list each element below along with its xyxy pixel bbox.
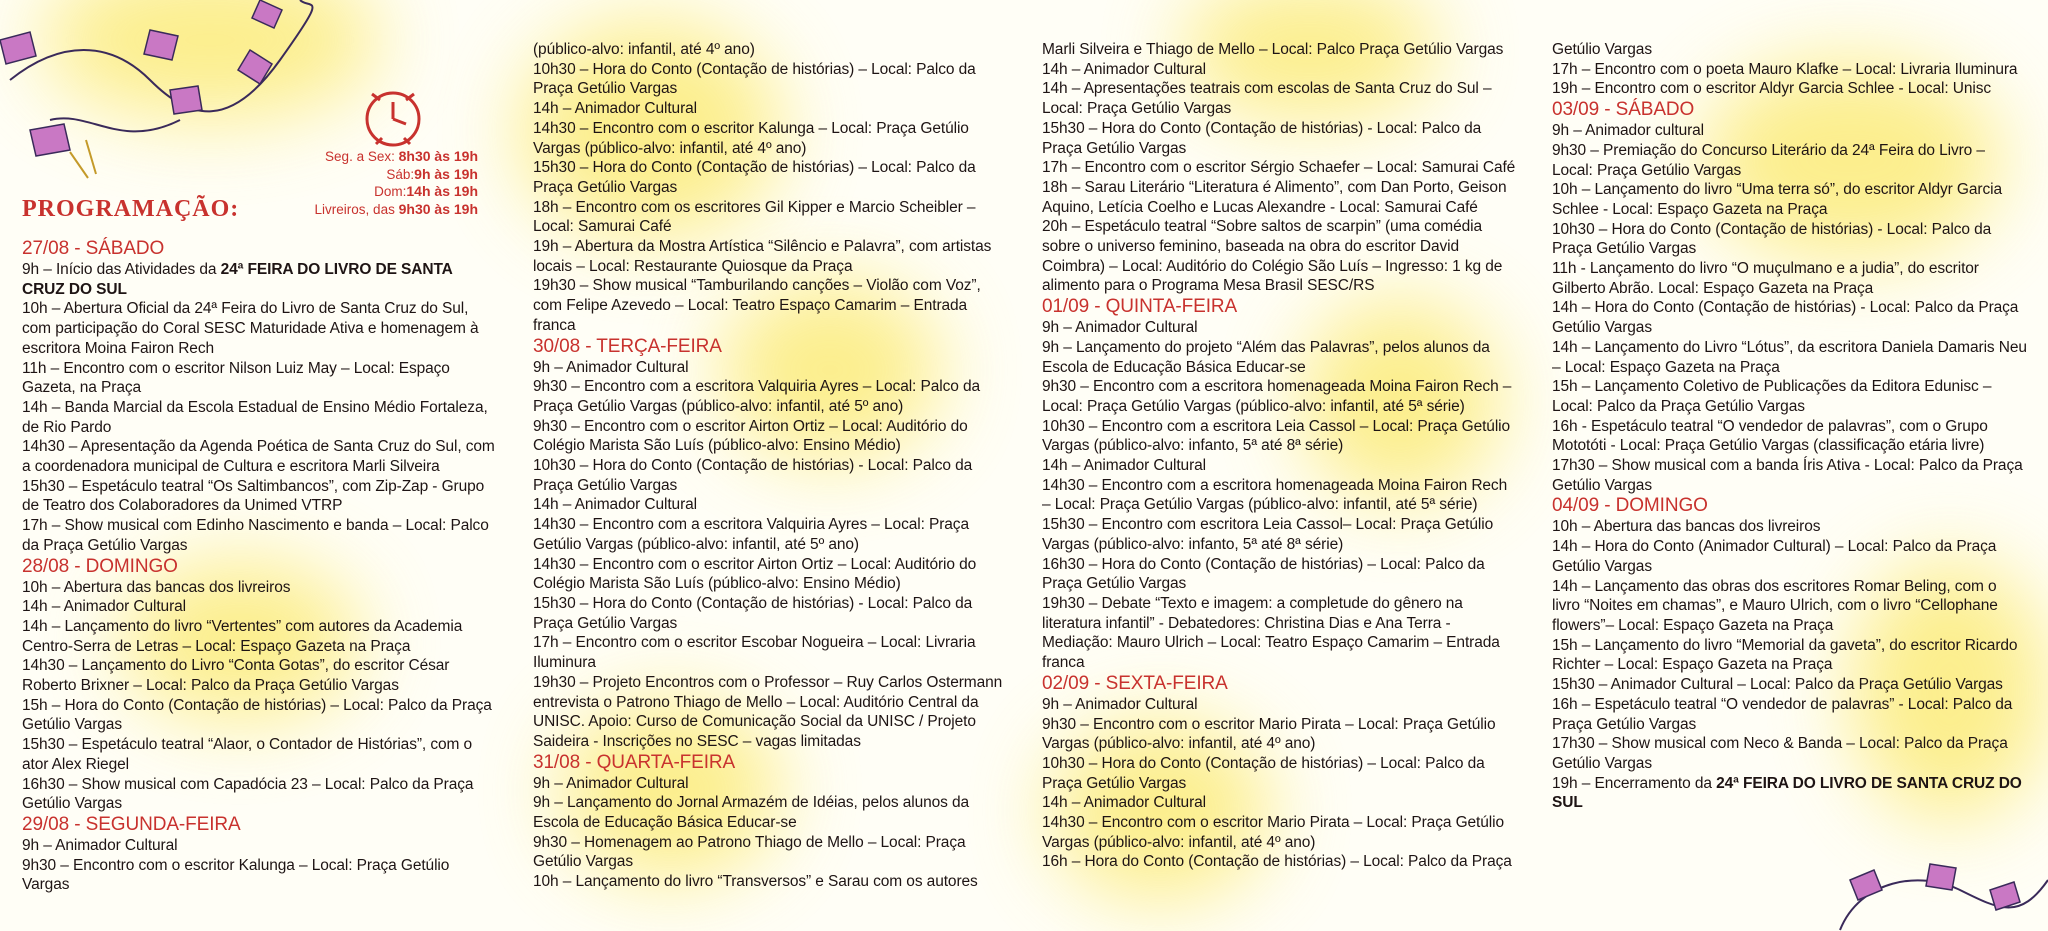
schedule-item: (público-alvo: infantil, até 4º ano) bbox=[533, 41, 755, 58]
schedule-item: 9h – Animador Cultural bbox=[1042, 319, 1198, 337]
schedule-item: 10h – Abertura das bancas dos livreiros bbox=[22, 578, 291, 596]
schedule-item: 14h30 – Lançamento do Livro “Conta Gotas”, do escritor César Roberto Brixner – Local: Palco da Praça Getúlio Vargas bbox=[22, 657, 450, 695]
schedule-item: 14h – Banda Marcial da Escola Estadual de Ensino Médio Fortaleza, de Rio Pardo bbox=[22, 398, 488, 436]
schedule-item: 14h30 – Encontro com a escritora homenageada Moina Fairon Rech – Local: Praça Getúlio Vargas (público-alvo: infantil, até 5ª série) bbox=[1042, 476, 1508, 514]
schedule-item: 9h30 – Homenagem ao Patrono Thiago de Mello – Local: Praça Getúlio Vargas bbox=[533, 833, 966, 871]
schedule-item-text: 19h – Encerramento da bbox=[1552, 774, 1717, 792]
schedule-item: 16h – Espetáculo teatral “O vendedor de palavras” - Local: Palco da Praça Getúlio Vargas bbox=[1552, 695, 2013, 733]
schedule-item: 10h – Lançamento do livro “Uma terra só”, do escritor Aldyr Garcia Schlee - Local: Espaço Gazeta na Praça bbox=[1552, 181, 2002, 218]
schedule-item: 10h – Abertura das bancas dos livreiros bbox=[1552, 518, 1821, 536]
schedule-item: 19h – Encontro com o escritor Aldyr Garcia Schlee - Local: Unisc bbox=[1552, 80, 1991, 98]
schedule-column-1 bbox=[22, 238, 498, 895]
schedule-item: 11h – Encontro com o escritor Nilson Luiz May – Local: Espaço Gazeta, na Praça bbox=[22, 359, 450, 397]
schedule-item: 9h30 – Encontro com o escritor Kalunga – Local: Praça Getúlio Vargas bbox=[22, 856, 450, 894]
schedule-item: 15h30 – Hora do Conto (Contação de histórias) - Local: Palco da Praça Getúlio Vargas bbox=[533, 594, 973, 632]
day-heading: 27/08 - SÁBADO bbox=[22, 238, 165, 259]
schedule-item: 17h30 – Show musical com a banda Íris Ativa - Local: Palco da Praça Getúlio Vargas bbox=[1552, 457, 2023, 494]
schedule-item: 10h30 – Hora do Conto (Contação de histórias) - Local: Palco da Praça Getúlio Vargas bbox=[533, 457, 973, 494]
schedule-item-highlight: 24ª FEIRA DO LIVRO DE SANTA CRUZ DO SUL bbox=[22, 261, 453, 298]
schedule-item: 19h30 – Debate “Texto e imagem: a completude do gênero na literatura infantil” - Debatedores: Christina Dias e Ana Terra - Mediação: Mauro Ulrich – Local: Teatro Espaço Camarim – Entrada franca bbox=[1042, 594, 1500, 672]
day-heading: 02/09 - SEXTA-FEIRA bbox=[1042, 672, 1228, 694]
schedule-item: 9h – Animador Cultural bbox=[533, 774, 689, 792]
flying-books-illustration bbox=[1820, 850, 2048, 931]
day-heading: 03/09 - SÁBADO bbox=[1552, 99, 1695, 121]
schedule-item: 14h – Apresentações teatrais com escolas de Santa Cruz do Sul – Local: Praça Getúlio Vargas bbox=[1042, 80, 1492, 118]
schedule-item: 20h – Espetáculo teatral “Sobre saltos de scarpin” (uma comédia sobre o universo feminino, baseada na obra do escritor David Coimbra) – Local: Auditório do Colégio São Luís – Ingresso: 1 kg de alimento para o Programa Mesa Brasil SESC/RS bbox=[1042, 218, 1503, 295]
schedule-item: Marli Silveira e Thiago de Mello – Local: Palco Praça Getúlio Vargas bbox=[1042, 41, 1504, 58]
schedule-item: 17h – Encontro com o poeta Mauro Klafke – Local: Livraria Iluminura bbox=[1552, 60, 2018, 78]
schedule-item: 19h30 – Projeto Encontros com o Professor – Ruy Carlos Ostermann entrevista o Patrono Thiago de Mello – Local: Auditório Central da UNISC. Apoio: Curso de Comunicação Social da UNISC / Projeto Saideira - Inscrições no SESC – vagas limitadas bbox=[533, 673, 1003, 750]
schedule-item: Getúlio Vargas bbox=[1552, 41, 1652, 58]
schedule-item: 14h30 – Encontro com o escritor Airton Ortiz – Local: Auditório do Colégio Marista São Luís (público-alvo: Ensino Médio) bbox=[533, 555, 977, 593]
schedule-item: 15h30 – Encontro com escritora Leia Cassol– Local: Praça Getúlio Vargas (público-alvo: infanto, 5ª até 8ª série) bbox=[1042, 516, 1494, 553]
schedule-item: 9h30 – Encontro com o escritor Airton Ortiz – Local: Auditório do Colégio Marista São Luís (público-alvo: Ensino Médio) bbox=[533, 417, 968, 455]
day-heading: 30/08 - TERÇA-FEIRA bbox=[533, 335, 722, 357]
schedule-item: 19h – Abertura da Mostra Artística “Silêncio e Palavra”, com artistas locais – Local: Restaurante Quiosque da Praça bbox=[533, 238, 992, 275]
schedule-item: 14h – Animador Cultural bbox=[1042, 794, 1206, 812]
schedule-item bbox=[1552, 774, 2028, 813]
schedule-item: 15h30 – Espetáculo teatral “Os Saltimbancos”, com Zip-Zap - Grupo de Teatro dos Colaboradores da Unimed VTRP bbox=[22, 477, 485, 515]
schedule-item: 14h30 – Apresentação da Agenda Poética de Santa Cruz do Sul, com a coordenadora municipal de Cultura e escritora Marli Silveira bbox=[22, 438, 495, 476]
schedule-item: 9h30 – Encontro com a escritora Valquiria Ayres – Local: Palco da Praça Getúlio Vargas (público-alvo: infantil, até 5º ano) bbox=[533, 378, 980, 415]
schedule-item: 17h – Encontro com o escritor Escobar Nogueira – Local: Livraria Iluminura bbox=[533, 634, 976, 672]
schedule-item: 14h – Hora do Conto (Animador Cultural) – Local: Palco da Praça Getúlio Vargas bbox=[1552, 538, 1997, 575]
schedule-item: 14h – Animador Cultural bbox=[1042, 457, 1206, 475]
schedule-item: 15h – Lançamento do livro “Memorial da gaveta”, do escritor Ricardo Richter – Local: Espaço Gazeta na Praça bbox=[1552, 636, 2018, 674]
schedule-item: 9h30 – Premiação do Concurso Literário da 24ª Feira do Livro – Local: Praça Getúlio Vargas bbox=[1552, 141, 1985, 179]
schedule-item-highlight: 24ª FEIRA DO LIVRO DE SANTA CRUZ DO SUL bbox=[1552, 774, 2022, 812]
schedule-item: 15h – Hora do Conto (Contação de histórias) – Local: Palco da Praça Getúlio Vargas bbox=[22, 696, 492, 734]
schedule-item: 14h30 – Encontro com o escritor Kalunga – Local: Praça Getúlio Vargas (público-alvo: infantil, até 4º ano) bbox=[533, 119, 969, 157]
day-heading: 04/09 - DOMINGO bbox=[1552, 495, 1708, 517]
schedule-item: 14h – Lançamento das obras dos escritores Romar Beling, com o livro “Noites em chamas”, e Mauro Ulrich, com o livro “Cellophane flowers”– Local: Espaço Gazeta na Praça bbox=[1552, 577, 1998, 634]
schedule-item: 9h – Animador cultural bbox=[1552, 122, 1705, 140]
day-heading: 31/08 - QUARTA-FEIRA bbox=[533, 751, 736, 773]
schedule-item: 15h30 – Animador Cultural – Local: Palco da Praça Getúlio Vargas bbox=[1552, 676, 2003, 694]
day-heading: 01/09 - QUINTA-FEIRA bbox=[1042, 296, 1238, 318]
schedule-item: 9h30 – Encontro com o escritor Mario Pirata – Local: Praça Getúlio Vargas (público-alvo: infantil, até 4º ano) bbox=[1042, 715, 1496, 753]
schedule-item: 9h – Lançamento do projeto “Além das Palavras”, pelos alunos da Escola de Educação Básica Educar-se bbox=[1042, 338, 1490, 376]
schedule-item: 16h30 – Show musical com Capadócia 23 – Local: Palco da Praça Getúlio Vargas bbox=[22, 775, 474, 813]
schedule-item: 10h30 – Encontro com a escritora Leia Cassol – Local: Praça Getúlio Vargas (público-alvo: infanto, 5ª até 8ª série) bbox=[1042, 417, 1511, 455]
schedule-item: 14h – Animador Cultural bbox=[1042, 60, 1206, 78]
schedule-item-text: 9h – Início das Atividades da bbox=[22, 261, 221, 278]
schedule-item: 14h30 – Encontro com o escritor Mario Pirata – Local: Praça Getúlio Vargas (público-alvo: infantil, até 4º ano) bbox=[1042, 814, 1504, 851]
schedule-item: 9h – Animador Cultural bbox=[533, 358, 689, 376]
day-heading: 28/08 - DOMINGO bbox=[22, 555, 178, 577]
schedule-item: 10h30 – Hora do Conto (Contação de histórias) - Local: Palco da Praça Getúlio Vargas bbox=[1552, 220, 1992, 258]
schedule-item: 14h – Animador Cultural bbox=[22, 598, 186, 616]
schedule-item: 15h30 – Hora do Conto (Contação de histórias) - Local: Palco da Praça Getúlio Vargas bbox=[1042, 119, 1482, 157]
schedule-item: 9h – Animador Cultural bbox=[1042, 695, 1198, 713]
schedule-item: 16h – Hora do Conto (Contação de histórias) – Local: Palco da Praça bbox=[1042, 853, 1512, 871]
schedule-item: 14h – Lançamento do livro “Vertentes” com autores da Academia Centro-Serra de Letras – Local: Espaço Gazeta na Praça bbox=[22, 617, 463, 655]
schedule-item: 17h – Show musical com Edinho Nascimento e banda – Local: Palco da Praça Getúlio Vargas bbox=[22, 517, 489, 554]
schedule-item: 10h30 – Hora do Conto (Contação de histórias) – Local: Palco da Praça Getúlio Vargas bbox=[1042, 754, 1485, 792]
schedule-item: 11h - Lançamento do livro “O muçulmano e a judia”, do escritor Gilberto Abrão. Local: Espaço Gazeta na Praça bbox=[1552, 260, 1979, 297]
schedule-item: 14h30 – Encontro com a escritora Valquiria Ayres – Local: Praça Getúlio Vargas (público-alvo: infantil, até 5º ano) bbox=[533, 516, 969, 553]
page-title: PROGRAMAÇÃO: bbox=[22, 196, 240, 222]
schedule-item: 14h – Hora do Conto (Contação de histórias) - Local: Palco da Praça Getúlio Vargas bbox=[1552, 299, 2019, 337]
schedule-item: 14h – Animador Cultural bbox=[533, 496, 697, 514]
schedule-item: 10h – Lançamento do livro “Transversos” e Sarau com os autores bbox=[533, 873, 978, 891]
schedule-item: 14h – Lançamento do Livro “Lótus”, da escritora Daniela Damaris Neu – Local: Espaço Gazeta na Praça bbox=[1552, 338, 2027, 376]
schedule-item: 14h – Animador Cultural bbox=[533, 100, 697, 118]
schedule-item: 15h30 – Hora do Conto (Contação de histórias) – Local: Palco da Praça Getúlio Vargas bbox=[533, 159, 976, 196]
schedule-item: 10h30 – Hora do Conto (Contação de histórias) – Local: Palco da Praça Getúlio Vargas bbox=[533, 60, 976, 98]
schedule-item: 16h - Espetáculo teatral “O vendedor de palavras”, com o Grupo Mototóti - Local: Praça Getúlio Vargas (classificação etária livre) bbox=[1552, 417, 1988, 455]
schedule-item: 16h30 – Hora do Conto (Contação de histórias) – Local: Palco da Praça Getúlio Vargas bbox=[1042, 555, 1485, 593]
schedule-item: 15h30 – Espetáculo teatral “Alaor, o Contador de Histórias”, com o ator Alex Riegel bbox=[22, 736, 473, 773]
opening-hours: Seg. a Sex: 8h30 às 19h Sáb:9h às 19h Dom:14h às 19h Livreiros, das 9h30 às 19h bbox=[314, 148, 478, 217]
schedule-item: 9h30 – Encontro com a escritora homenageada Moina Fairon Rech – Local: Praça Getúlio Vargas (público-alvo: infantil, até 5ª série) bbox=[1042, 378, 1512, 415]
day-heading: 29/08 - SEGUNDA-FEIRA bbox=[22, 813, 241, 835]
schedule-item: 10h – Abertura Oficial da 24ª Feira do Livro de Santa Cruz do Sul, com participação do Coral SESC Maturidade Ativa e homenagem à escritora Moina Fairon Rech bbox=[22, 300, 479, 357]
schedule-column-3 bbox=[1042, 40, 1518, 872]
schedule-item bbox=[22, 260, 498, 299]
schedule-item: 18h – Encontro com os escritores Gil Kipper e Marcio Scheibler – Local: Samurai Café bbox=[533, 198, 976, 236]
schedule-item: 17h – Encontro com o escritor Sérgio Schaefer – Local: Samurai Café bbox=[1042, 159, 1516, 177]
schedule-item: 17h30 – Show musical com Neco & Banda – Local: Palco da Praça Getúlio Vargas bbox=[1552, 735, 2008, 772]
schedule-column-2 bbox=[533, 40, 1009, 892]
schedule-item: 15h – Lançamento Coletivo de Publicações da Editora Edunisc – Local: Palco da Praça Getúlio Vargas bbox=[1552, 378, 1992, 415]
clock-icon bbox=[362, 86, 424, 148]
schedule-item: 9h – Lançamento do Jornal Armazém de Idéias, pelos alunos da Escola de Educação Básica Educar-se bbox=[533, 794, 970, 832]
schedule-item: 19h30 – Show musical “Tamburilando canções – Violão com Voz”, com Felipe Azevedo – Local: Teatro Espaço Camarim – Entrada franca bbox=[533, 277, 981, 334]
schedule-item: 9h – Animador Cultural bbox=[22, 836, 178, 854]
schedule-column-4 bbox=[1552, 40, 2028, 813]
schedule-item: 18h – Sarau Literário “Literatura é Alimento”, com Dan Porto, Geison Aquino, Letícia Coelho e Lucas Alexandre - Local: Samurai Café bbox=[1042, 178, 1507, 216]
